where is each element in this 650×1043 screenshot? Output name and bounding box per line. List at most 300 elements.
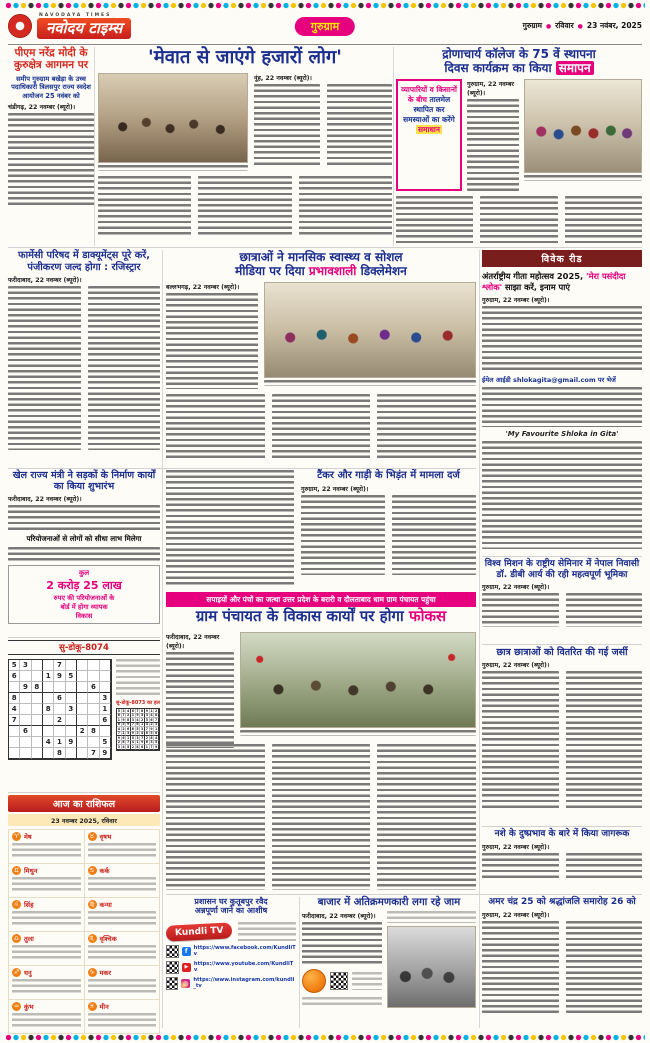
horoscope-text (88, 911, 157, 928)
zodiac-icon: ♉ (89, 833, 95, 840)
sudoku-cell: 9 (150, 726, 153, 731)
top-dotted-border (5, 2, 645, 9)
zodiac-name: वृषभ (99, 833, 112, 841)
sudoku-cell: 3 (100, 693, 111, 704)
sudoku-cell: 2 (131, 744, 134, 749)
body-text (482, 306, 642, 372)
sudoku-cell: 1 (54, 737, 65, 748)
sudoku-cell (32, 671, 43, 682)
sudoku-cell: 4 (127, 708, 130, 713)
byline: फरीदाबाद, 22 नवम्बर (ब्यूरो)। (8, 496, 82, 504)
horoscope-text (88, 877, 157, 894)
sudoku-cell: 4 (150, 713, 153, 718)
story-gram-body (166, 632, 476, 740)
sudoku-cell (32, 660, 43, 671)
horoscope-text (12, 877, 81, 894)
sudoku-cell: 6 (54, 693, 65, 704)
sudoku-cell: 5 (141, 713, 144, 718)
dot-separator-icon: ● (546, 22, 552, 30)
sudoku-cell: 3 (136, 735, 139, 740)
zodiac-name: तुला (24, 935, 34, 943)
sudoku-cell: 5 (100, 737, 111, 748)
byline: गुरुग्राम, 22 नवम्बर (ब्यूरो)। (482, 584, 550, 592)
headline-pre: ग्राम पंचायत के विकास कार्यों पर होगा (195, 607, 410, 625)
body-text (566, 671, 643, 809)
stat-top: कुल (78, 569, 90, 578)
sudoku-cell: 3 (150, 740, 153, 745)
sudoku-cell: 6 (150, 717, 153, 722)
body-text (377, 744, 476, 890)
sudoku-cell (77, 715, 88, 726)
sudoku-cell: 3 (145, 713, 148, 718)
column-rule (162, 250, 163, 1028)
sudoku-cell: 1 (131, 713, 134, 718)
zodiac-icon: ♓ (89, 1003, 95, 1010)
sudoku-cell: 7 (127, 740, 130, 745)
youtube-link[interactable]: https://www.youtube.com/KundliTv (193, 961, 294, 974)
sudoku-cell: 4 (145, 722, 148, 727)
small-headline-line2: अन्नपूर्णा जाने का आशीष (194, 906, 268, 916)
column-rule (393, 47, 394, 246)
sudoku-cell (32, 715, 43, 726)
sudoku-cell: 9 (66, 737, 77, 748)
sudoku-cell (54, 704, 65, 715)
zodiac-icon: ♐ (13, 969, 20, 976)
sudoku-cell (77, 737, 88, 748)
meeting-photo (98, 73, 248, 163)
bottom-dotted-border (5, 1034, 645, 1041)
sudoku-cell (43, 682, 54, 693)
sudoku-cell: 6 (155, 731, 158, 736)
sudoku-cell: 3 (127, 731, 130, 736)
headline-line2: दिवस कार्यक्रम का किया (444, 61, 556, 76)
sudoku-cell: 4 (43, 737, 54, 748)
sudoku-cell: 1 (141, 722, 144, 727)
byline: नूंह, 22 नवम्बर (ब्यूरो)। (254, 74, 312, 82)
body-text (566, 921, 643, 1013)
sudoku-cell (66, 660, 77, 671)
story-nasha-awareness (482, 829, 642, 894)
sudoku-cell: 8 (131, 726, 134, 731)
highlight-chip: समापन (556, 61, 594, 75)
edition-badge: गुरुग्राम (295, 17, 355, 36)
body-text (482, 921, 559, 1013)
body-text (377, 394, 476, 460)
story-pharmacy (8, 250, 160, 466)
sudoku-cell (88, 671, 99, 682)
sudoku-cell: 1 (136, 740, 139, 745)
lead-headline: 'मेवात से जाएंगे हजारों लोग' (148, 47, 342, 68)
sudoku-cell: 8 (136, 744, 139, 749)
body-text (396, 196, 473, 244)
dateline-date: 23 नवंबर, 2025 (586, 21, 642, 30)
body-text (482, 671, 559, 809)
zodiac-name: मकर (99, 969, 112, 977)
sudoku-cell (43, 715, 54, 726)
intro-pre: अंतर्राष्ट्रीय गीता महोत्सव 2025, (482, 271, 587, 281)
sudoku-cell: 8 (117, 722, 120, 727)
kicker-strip: सपाइयों और पंचों का जत्था उत्तर प्रदेश के बरारी व दौलताबाद धाम ग्राम पंचायत पहुंचा (166, 592, 476, 607)
stat-amount: 2 करोड़ 25 लाख (46, 579, 122, 593)
quote-mid: तालमेल स्थापित कर समस्याओं का करेंगे (403, 95, 455, 125)
section-rule (482, 826, 642, 827)
sudoku-cell: 2 (127, 713, 130, 718)
sudoku-cell (100, 671, 111, 682)
column-rule (94, 47, 95, 246)
body-text (565, 196, 642, 244)
body-text (302, 922, 382, 964)
sudoku-cell: 8 (43, 704, 54, 715)
sudoku-cell: 2 (136, 731, 139, 736)
sudoku-cell: 4 (117, 726, 120, 731)
headline: बाजार में अतिक्रमणकारी लगा रहे जाम (317, 897, 461, 908)
sudoku-cell: 2 (141, 717, 144, 722)
intro-post: साझा करें, इनाम पाएं (502, 282, 570, 293)
body-text (88, 286, 161, 450)
sudoku-cell: 5 (155, 740, 158, 745)
sudoku-cell (66, 726, 77, 737)
kicker-headline: पीएम नरेंद्र मोदी के कुरुक्षेत्र आगमन पर (14, 47, 88, 72)
byline: बल्लभगढ़, 22 नवम्बर (ब्यूरो)। (166, 284, 240, 292)
horoscope-entry (9, 1000, 85, 1034)
sudoku-cell: 2 (54, 715, 65, 726)
headline-line2-post: डिक्लेमेशन (356, 264, 407, 279)
headline-accent: प्रभावशाली (308, 264, 357, 279)
body-text (482, 593, 559, 627)
headline: खेल राज्य मंत्री ने सड़कों के निर्माण कार्यों का किया शुभारंभ (12, 470, 156, 493)
body-text (566, 853, 643, 881)
photo-caption (524, 175, 642, 181)
headline: अमर चंद्र 25 को श्रद्धांजलि समारोह 26 को (488, 897, 636, 907)
sudoku-cell: 3 (155, 722, 158, 727)
sudoku-cell (43, 693, 54, 704)
horoscope-entry (85, 898, 161, 932)
sudoku-instructions (116, 659, 160, 697)
sudoku-cell: 7 (88, 748, 99, 759)
sudoku-solution-grid (116, 708, 160, 751)
sudoku-cell: 1 (122, 731, 125, 736)
pull-quote-box (396, 79, 462, 191)
section-header: विवेक रीड (482, 250, 642, 267)
story-jersey (482, 647, 642, 826)
horoscope-entry (85, 966, 161, 1000)
zodiac-icon: ♑ (89, 969, 95, 976)
qr-code-icon (330, 972, 348, 990)
horoscope-entry (9, 898, 85, 932)
sudoku-cell (43, 660, 54, 671)
horoscope-text (12, 979, 81, 996)
sudoku-cell: 8 (88, 726, 99, 737)
sudoku-cell (100, 682, 111, 693)
sudoku-cell: 8 (155, 713, 158, 718)
byline: गुरुग्राम, 22 नवम्बर (ब्यूरो)। (467, 81, 515, 98)
sudoku-cell: 3 (20, 660, 31, 671)
sudoku-cell: 5 (136, 726, 139, 731)
ad-text (238, 922, 296, 942)
sudoku-cell: 1 (127, 735, 130, 740)
sudoku-cell: 6 (9, 671, 20, 682)
sudoku-cell (77, 671, 88, 682)
column-rule (479, 250, 480, 1028)
kundli-tv-logo: Kundli TV (166, 922, 233, 941)
sudoku-cell (88, 704, 99, 715)
horoscope-text (88, 843, 157, 860)
sudoku-cell: 6 (88, 682, 99, 693)
body-text (166, 744, 265, 890)
sudoku-cell (20, 704, 31, 715)
body-text (272, 394, 371, 460)
sudoku-cell: 6 (20, 726, 31, 737)
sudoku-cell (20, 671, 31, 682)
byline: फरीदाबाद, 22 नवम्बर (ब्यूरो)। (166, 634, 220, 650)
promo-text (352, 972, 382, 990)
story-gram-headline (166, 608, 476, 626)
body-text (166, 652, 234, 748)
sudoku-cell: 5 (131, 735, 134, 740)
body-text (272, 744, 371, 890)
sudoku-cell: 8 (32, 682, 43, 693)
body-text (166, 293, 258, 389)
horoscope-text (88, 979, 157, 996)
sudoku-cell: 4 (9, 704, 20, 715)
body-text (301, 495, 385, 575)
sudoku-cell: 3 (117, 744, 120, 749)
photo-caption (240, 730, 476, 736)
sudoku-solution-label: सु-डोकू-8073 का हल (116, 700, 160, 706)
sudoku-cell (32, 726, 43, 737)
horoscope-entry (9, 932, 85, 966)
instagram-icon: ◎ (183, 979, 189, 987)
body-text (387, 911, 476, 923)
sudoku-cell: 4 (141, 731, 144, 736)
headline-line1: द्रोणाचार्य कॉलेज के 75 वें स्थापना (442, 47, 596, 61)
sudoku-cell: 7 (9, 715, 20, 726)
body-text (482, 441, 642, 549)
sudoku-cell (66, 693, 77, 704)
zodiac-name: कर्क (99, 867, 110, 875)
dot-separator-icon: ● (577, 22, 583, 30)
horoscope-entry (9, 966, 85, 1000)
horoscope-entry (85, 864, 161, 898)
section-rule (482, 644, 642, 645)
kicker-subhead: समीप गुरुग्राम बखेड़ा के उच्च पदाधिकारी त्रिलसपुर राज्य स्वदेश आयोजन 25 नवंबर को (11, 74, 91, 100)
sudoku-cell (66, 715, 77, 726)
sudoku-cell: 1 (155, 726, 158, 731)
sudoku-cell: 6 (145, 740, 148, 745)
horoscope-entry (9, 830, 85, 864)
sudoku-grid[interactable] (8, 659, 112, 760)
zodiac-icon: ♌ (13, 901, 20, 908)
sudoku-cell: 6 (131, 708, 134, 713)
sudoku-cell: 4 (155, 735, 158, 740)
sudoku-cell (66, 682, 77, 693)
email-line[interactable]: ईमेल आईडी shlokagita@gmail.com पर भेजें (482, 376, 616, 385)
sudoku-cell: 1 (145, 744, 148, 749)
section-rule (166, 894, 642, 895)
story-tanker-band (166, 470, 476, 588)
story-mewat (98, 47, 392, 246)
intro-accent: 'मेरा पसंदीदा श्लोक' (482, 271, 626, 293)
quote-highlight: समाधान (418, 125, 440, 135)
horoscope-date: 23 नवम्बर 2025, रविवार (8, 814, 160, 826)
photo-caption (264, 380, 476, 386)
byline: चंडीगढ़, 22 नवम्बर (ब्यूरो)। (8, 104, 76, 112)
sudoku-cell: 9 (127, 722, 130, 727)
sudoku-cell: 5 (150, 731, 153, 736)
byline: फरीदाबाद, 22 नवम्बर (ब्यूरो)। (302, 913, 376, 921)
sudoku-cell (88, 715, 99, 726)
qr-code-icon (166, 945, 179, 958)
sudoku-cell: 6 (100, 715, 111, 726)
horoscope-text (88, 1013, 157, 1030)
sudoku-cell (20, 748, 31, 759)
body-text (254, 84, 320, 168)
sudoku-cell: 4 (122, 744, 125, 749)
story-dronacharya (396, 47, 642, 246)
social-row-facebook (166, 945, 296, 958)
sudoku-cell: 7 (117, 731, 120, 736)
story-shradhanjali (482, 897, 642, 1028)
sudoku-cell: 2 (122, 726, 125, 731)
sudoku-cell: 4 (136, 717, 139, 722)
sudoku-cell: 6 (127, 726, 130, 731)
sudoku-cell (20, 737, 31, 748)
horoscope-text (12, 945, 81, 962)
body-text (8, 547, 160, 561)
section-rule (482, 556, 642, 557)
section-rule (8, 468, 476, 469)
sudoku-cell: 9 (145, 708, 148, 713)
sudoku-cell: 9 (141, 740, 144, 745)
brand-name-hindi: नवोदय टाइम्स (37, 18, 131, 39)
promo-badge-icon (302, 969, 326, 993)
qr-code-icon (166, 977, 178, 990)
instagram-link[interactable]: https://www.instagram.com/kundli_tv (193, 977, 295, 990)
facebook-link[interactable]: https://www.facebook.com/KundliTv (193, 945, 296, 958)
sudoku-cell: 7 (122, 713, 125, 718)
sudoku-cell (54, 726, 65, 737)
stat-line: विकास (75, 612, 93, 621)
byline: गुरुग्राम, 22 नवम्बर (ब्यूरो)। (482, 297, 550, 305)
sudoku-cell (77, 748, 88, 759)
sudoku-cell: 9 (20, 682, 31, 693)
horoscope-entry (85, 830, 161, 864)
sudoku-cell (100, 660, 111, 671)
dateline-day: रविवार (555, 21, 574, 30)
sudoku-cell: 1 (43, 671, 54, 682)
sudoku-cell (88, 660, 99, 671)
sudoku-cell (9, 748, 20, 759)
stat-line: रुपए की परियोजनाओं के (53, 594, 115, 603)
zodiac-icon: ♎ (13, 935, 20, 942)
sudoku-cell (20, 693, 31, 704)
headline-accent: फोकस (409, 607, 447, 625)
sudoku-cell: 1 (117, 717, 120, 722)
sudoku-cell: 8 (54, 748, 65, 759)
body-text (566, 593, 643, 627)
sudoku-cell: 9 (54, 671, 65, 682)
body-text (327, 84, 393, 168)
brand-name-english: NAVODAYA TIMES (39, 13, 112, 19)
sudoku-cell: 8 (141, 708, 144, 713)
sudoku-cell: 7 (155, 717, 158, 722)
byline: गुरुग्राम, 22 नवम्बर (ब्यूरो)। (482, 662, 550, 670)
horoscope-text (88, 945, 157, 962)
horoscope-title: आज का राशिफल (8, 795, 160, 812)
sudoku-cell (9, 682, 20, 693)
body-text (8, 113, 94, 207)
social-row-instagram (166, 977, 296, 990)
headline-line1: छात्राओं ने मानसिक स्वास्थ्य व सोशल (239, 250, 403, 264)
sudoku-cell: 2 (145, 735, 148, 740)
masthead (8, 11, 642, 41)
section-rule (8, 637, 160, 638)
sudoku-cell: 5 (122, 722, 125, 727)
sudoku-cell: 8 (127, 717, 130, 722)
sudoku-cell (43, 726, 54, 737)
sudoku-cell: 3 (122, 708, 125, 713)
sudoku-cell: 9 (122, 717, 125, 722)
sudoku-cell: 9 (100, 748, 111, 759)
sudoku-cell: 7 (131, 722, 134, 727)
sudoku-cell (77, 682, 88, 693)
sudoku-cell: 7 (136, 708, 139, 713)
body-text (482, 387, 642, 427)
sudoku-cell (54, 682, 65, 693)
story-vishwa-mission (482, 559, 642, 644)
headline: टैंकर और गाड़ी के भिड़ंत में मामला दर्ज (317, 470, 460, 481)
stat-line: बोर्ड में होगा व्यापक (60, 603, 108, 612)
body-text (392, 495, 476, 575)
story-declamation (166, 250, 476, 466)
sudoku-cell (9, 726, 20, 737)
sudoku-cell (100, 726, 111, 737)
sudoku-cell: 5 (127, 744, 130, 749)
sudoku-cell (32, 748, 43, 759)
horoscope-grid (8, 829, 160, 1034)
body-text (198, 176, 291, 236)
story-bazar (302, 897, 476, 1028)
zodiac-name: कन्या (99, 901, 112, 909)
story-sports-minister (8, 470, 160, 637)
headline: छात्र छात्राओं को वितरित की गई जर्सी (496, 647, 628, 658)
sudoku-cell (43, 748, 54, 759)
body-text (166, 470, 294, 586)
sudoku-cell: 2 (155, 708, 158, 713)
sudoku-cell (32, 693, 43, 704)
column-rule (299, 897, 300, 1028)
zodiac-name: धनु (24, 969, 32, 977)
horoscope-section (8, 795, 160, 1028)
zodiac-name: मिथुन (24, 867, 38, 875)
college-event-photo (524, 79, 642, 173)
sudoku-cell: 5 (9, 660, 20, 671)
quote-top: व्यापारियों व किसानों के बीच (401, 85, 457, 105)
horoscope-entry (85, 1000, 161, 1034)
sudoku-cell: 2 (77, 726, 88, 737)
zodiac-name: मेष (24, 833, 32, 841)
sudoku-cell: 8 (122, 740, 125, 745)
body-text (482, 853, 559, 881)
horoscope-text (12, 843, 81, 860)
sudoku-cell: 9 (131, 731, 134, 736)
sudoku-cell: 6 (122, 735, 125, 740)
stat-box (8, 565, 160, 624)
headline: फार्मेसी परिषद में डाक्यूमेंट्स पूरे करें, पंजीकरण जल्द होगा : रजिस्ट्रार (18, 250, 150, 273)
zodiac-name: मीन (99, 1003, 109, 1011)
sudoku-title: सु-डोकू-8074 (8, 640, 160, 655)
sudoku-cell: 7 (54, 660, 65, 671)
